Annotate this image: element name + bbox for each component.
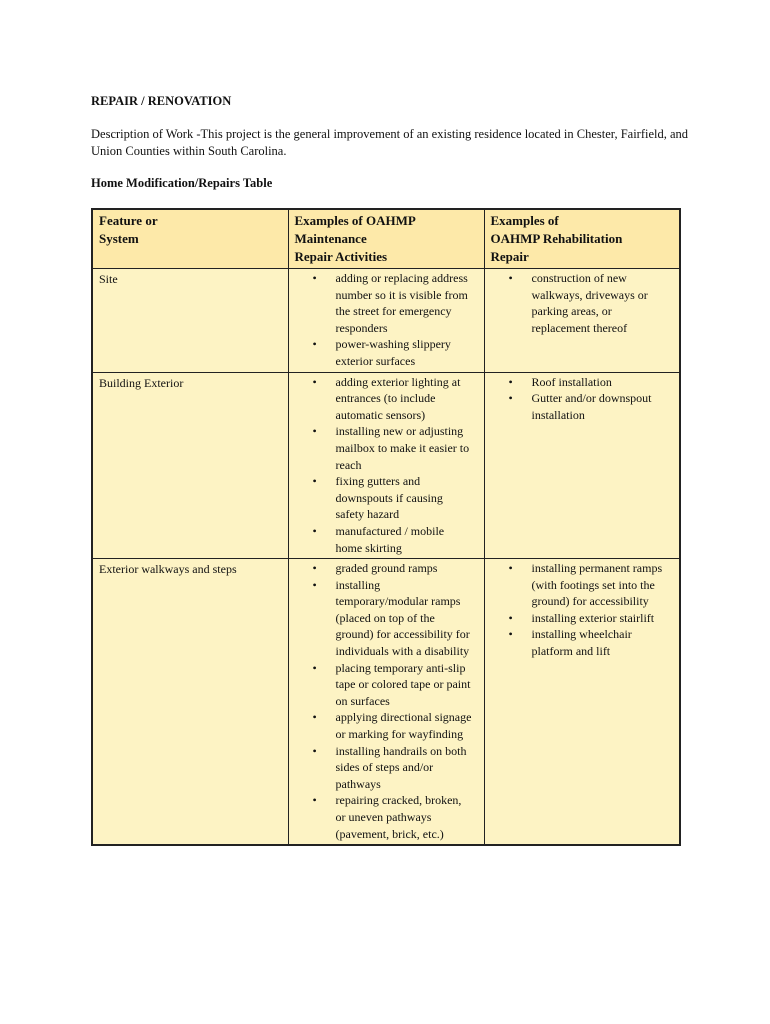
table-row: [92, 372, 680, 559]
header-line: Repair: [490, 249, 529, 264]
bullet-icon: •: [312, 793, 317, 808]
item-text: applying directional signage or marking for wayfinding: [335, 710, 472, 742]
item-text: installing permanent ramps (with footings set into the ground) for accessibility: [531, 561, 663, 609]
list-item: [312, 423, 478, 473]
list-item: [312, 709, 478, 742]
list-item: [508, 390, 674, 423]
list-item: [312, 374, 478, 424]
list-item: [508, 560, 674, 610]
bullet-icon: •: [312, 337, 317, 352]
item-text: manufactured / mobile home skirting: [335, 523, 445, 555]
item-text: Roof installation: [531, 374, 612, 389]
bullet-icon: •: [312, 743, 317, 758]
item-text: installing new or adjusting mailbox to make it easier to reach: [335, 424, 470, 472]
bullet-icon: •: [508, 610, 513, 625]
header-line: Repair Activities: [294, 249, 388, 264]
item-text: installing handrails on both sides of steps and/or pathways: [335, 743, 467, 791]
item-text: installing temporary/modular ramps (placed on top of the ground) for accessibility for individuals with a disability: [335, 577, 470, 659]
item-text: installing exterior stairlift: [531, 610, 655, 625]
bullet-icon: •: [312, 577, 317, 592]
list-item: [312, 560, 478, 577]
bullet-icon: •: [508, 271, 513, 285]
list-item: [312, 270, 478, 336]
bullet-icon: •: [312, 523, 317, 538]
table-row: [92, 269, 680, 373]
rehabilitation-cell: [484, 372, 680, 559]
header-line: OAHMP Rehabilitation: [490, 231, 623, 246]
item-text: repairing cracked, broken, or uneven pathways (pavement, brick, etc.): [335, 793, 462, 841]
item-text: power-washing slippery exterior surfaces: [335, 337, 451, 368]
table-row: [92, 559, 680, 846]
bullet-icon: •: [508, 374, 513, 389]
list-item: [508, 610, 674, 627]
list-item: [508, 270, 674, 336]
table-title: Home Modification/Repairs Table: [91, 176, 273, 190]
feature-cell: Building Exterior: [92, 372, 288, 559]
bullet-icon: •: [312, 474, 317, 489]
home-modification-table: [91, 208, 681, 846]
header-line: Examples of: [490, 213, 559, 228]
work-description: Description of Work -This project is the general improvement of an existing residence located in Chester, Fairfield, and Union Counties within South Carolina.: [91, 127, 689, 158]
item-text: construction of new walkways, driveways or parking areas, or replacement thereof: [531, 271, 648, 335]
maintenance-cell: [288, 372, 484, 559]
list-item: [312, 743, 478, 793]
header-line: Maintenance: [294, 231, 367, 246]
feature-cell: Exterior walkways and steps: [92, 559, 288, 846]
table-header-row: [92, 209, 680, 269]
bullet-icon: •: [508, 561, 513, 576]
header-rehabilitation: [484, 209, 680, 269]
bullet-icon: •: [508, 391, 513, 406]
bullet-icon: •: [312, 660, 317, 675]
item-text: installing wheelchair platform and lift: [531, 627, 632, 659]
header-maintenance: [288, 209, 484, 269]
feature-cell: Site: [92, 269, 288, 373]
header-line: Feature or: [99, 213, 158, 228]
bullet-icon: •: [508, 627, 513, 642]
list-item: [312, 577, 478, 660]
bullet-icon: •: [312, 561, 317, 576]
section-heading: REPAIR / RENOVATION: [91, 94, 232, 108]
rehabilitation-cell: [484, 269, 680, 373]
item-text: graded ground ramps: [335, 561, 438, 576]
bullet-icon: •: [312, 271, 317, 285]
list-item: [312, 336, 478, 369]
list-item: [312, 792, 478, 842]
item-text: adding or replacing address number so it is visible from the street for emergency responders: [335, 271, 468, 335]
list-item: [508, 626, 674, 659]
header-feature: [92, 209, 288, 269]
bullet-icon: •: [312, 424, 317, 439]
item-text: fixing gutters and downspouts if causing safety hazard: [335, 474, 443, 522]
item-text: adding exterior lighting at entrances (to include automatic sensors): [335, 374, 461, 422]
bullet-icon: •: [312, 710, 317, 725]
maintenance-cell: [288, 269, 484, 373]
list-item: [312, 523, 478, 556]
bullet-icon: •: [312, 374, 317, 389]
item-text: Gutter and/or downspout installation: [531, 391, 652, 422]
rehabilitation-cell: [484, 559, 680, 846]
list-item: [508, 374, 674, 391]
list-item: [312, 660, 478, 710]
header-line: System: [99, 231, 139, 246]
list-item: [312, 473, 478, 523]
item-text: placing temporary anti-slip tape or colored tape or paint on surfaces: [335, 660, 471, 708]
header-line: Examples of OAHMP: [294, 213, 416, 228]
maintenance-cell: [288, 559, 484, 846]
